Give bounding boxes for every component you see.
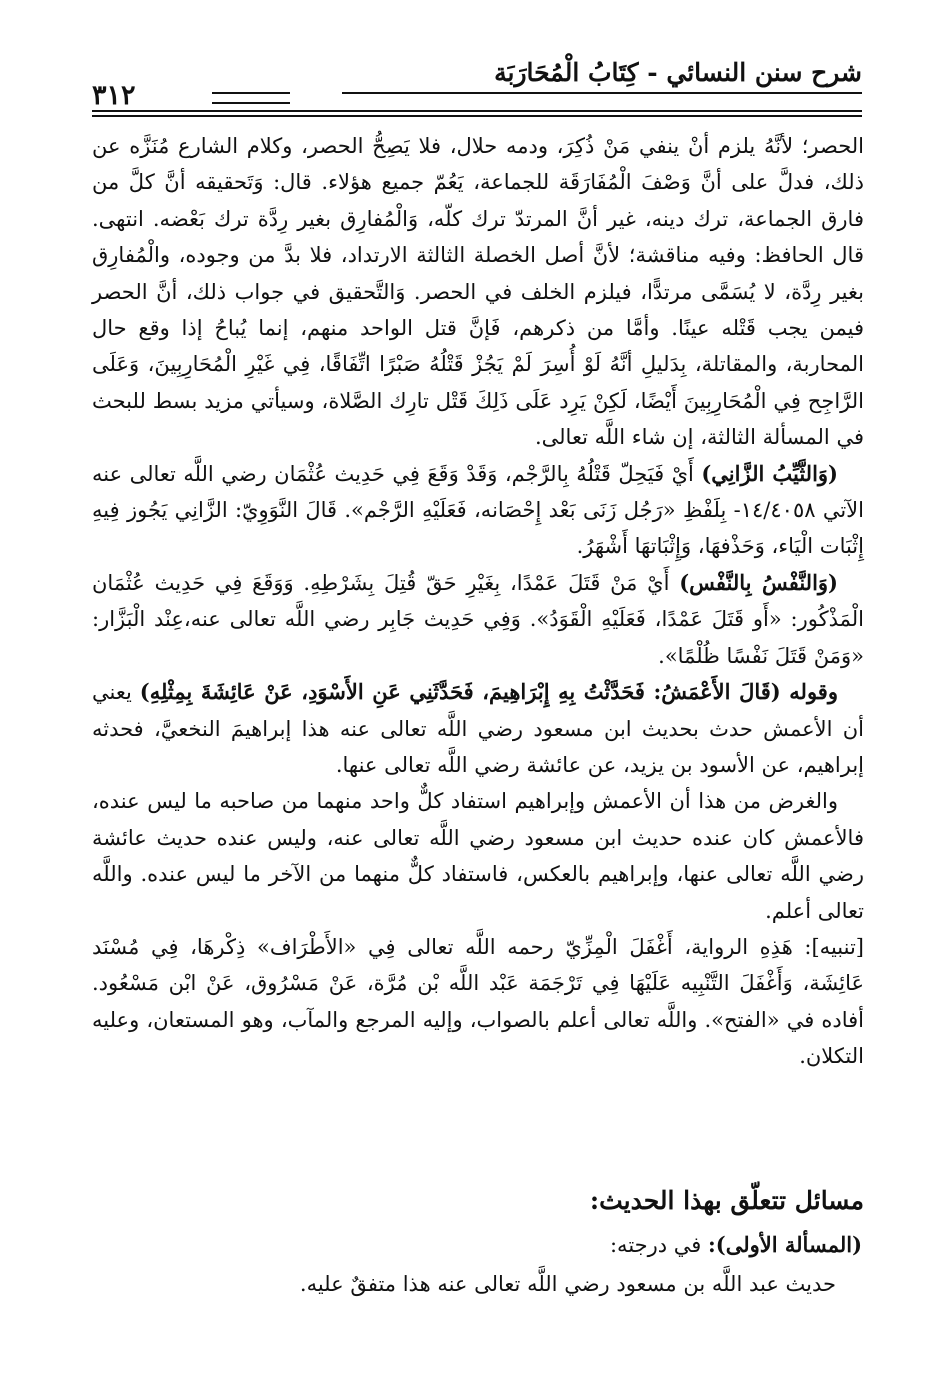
paragraph-2-lead: (وَالثَّيِّبُ الزَّانِي): [701, 460, 838, 486]
paragraph-2: [92, 456, 864, 565]
page-body: [92, 128, 864, 1075]
page-number-rule: [212, 92, 290, 104]
paragraph-1: [92, 128, 864, 456]
header-rule: [342, 92, 862, 94]
issue-text: في درجته:: [609, 1233, 702, 1257]
section-heading: مسائل تتعلّق بهذا الحديث:: [589, 1186, 864, 1215]
paragraph-4: [92, 674, 864, 783]
paragraph-2-text: أَيْ فَيَحِلّ قَتْلُهُ بِالرَّجْم، وَقَدْ وَقَعَ فِي حَدِيث عُثْمَان رضي اللَّه تعالى عنه الآتي ١٤/٤٠٥٨- بِلَفْظِ «رَجُل زَنَى بَعْد إِحْصَانه، فَعَلَيْهِ الرَّجْم». قَالَ النَّوَوِيّ: الزَّانِي يَجُوز فِيهِ إِثْبَات الْيَاء، وَحَذْفهَا، وَإِثْبَاتهَا أَشْهَرُ.: [92, 461, 864, 559]
paragraph-3-lead: (وَالنَّفْسُ بِالنَّفْس): [679, 569, 838, 595]
paragraph-5: [92, 783, 864, 929]
header-double-rule: [92, 110, 862, 117]
last-line: حديث عبد اللَّه بن مسعود رضي اللَّه تعالى عنه هذا متفقٌ عليه.: [299, 1272, 836, 1296]
issue-line: [610, 1232, 862, 1257]
paragraph-4-text: يعني أن الأعمش حدث بحديث ابن مسعود رضي اللَّه تعالى عنه هذا إبراهيمَ النخعيَّ، فحدثه إبراهيم، عن الأسود بن يزيد، عن عائشة رضي اللَّه تعالى عنها.: [92, 680, 864, 777]
running-title: شرح سنن النسائي - كِتَابُ الْمُحَارَبَة: [494, 58, 862, 87]
paragraph-5-text: والغرض من هذا أن الأعمش وإبراهيم استفاد كلٌّ واحد منهما من صاحبه ما ليس عنده، فالأعمش كان عنده حديث ابن مسعود رضي اللَّه تعالى عنه، وليس عنده حديث عائشة رضي اللَّه تعالى عنها، وإبراهيم بالعكس، فاستفاد كلٌّ منهما من الآخر ما ليس عنده. واللَّه تعالى أعلم.: [92, 789, 864, 923]
paragraph-3: [92, 565, 864, 674]
paragraph-6: [92, 929, 864, 1075]
paragraph-6-text: [تنبيه]: هَذِهِ الرواية، أَغْفَلَ الْمِزِّيّ رحمه اللَّه تعالى فِي «الأَطْرَاف» ذِكْرهَا، فِي مُسْنَد عَائِشَة، وَأَغْفَلَ التَّنْبِيه عَلَيْهَا فِي تَرْجَمَة عَبْد اللَّه بْن مُرَّة، عَنْ مَسْرُوق، عَنْ ابْن مَسْعُود. أفاده في «الفتح». واللَّه تعالى أعلم بالصواب، وإليه المرجع والمآب، وهو المستعان، وعليه التكلان.: [92, 934, 864, 1069]
paragraph-4-lead: وقوله (قَالَ الأَعْمَشُ: فَحَدَّثْتُ بِهِ إِبْرَاهِيمَ، فَحَدَّثَنِي عَنِ الأَسْوَدِ، عَنْ عَائِشَةَ بِمِثْلِهِ): [139, 679, 838, 705]
issue-label: (المسألة الأولى):: [708, 1232, 862, 1257]
paragraph-1-text: الحصر؛ لأنَّهُ يلزم أنْ ينفي مَنْ ذُكِرَ، ودمه حلال، فلا يَصِحُّ الحصر، وكلام الشارع مُنَزَّه عن ذلك، فدلَّ على أنَّ وَصْفَ الْمُفَارَقَة للجماعة، يَعُمّ جميع هؤلاء. قال: وَتَحقيقه أنَّ كلَّ من فارق الجماعة، ترك دينه، غير أنَّ المرتدّ ترك كلّه، وَالْمُفارِق بغير رِدَّة ترك بَعْضه. انتهى. قال الحافظ: وفيه مناقشة؛ لأنَّ أصل الخصلة الثالثة الارتداد، فلا بدَّ من وجوده، والْمُفارِق بغير رِدَّة، لا يُسَمَّى مرتدًّا، فيلزم الخلف في الحصر. وَالتَّحقيق في جواب ذلك، أنَّ الحصر فيمن يجب قَتْله عينًا. وأمَّا من ذكرهم، فَإنَّ قتل الواحد منهم، إنما يُباحُ إذا وقع حال المحاربة، والمقاتلة، بِدَليلِ أنَّهُ لَوْ أُسِرَ لَمْ يَجُزْ قَتْلُهُ صَبْرًا اتِّفَاقًا، فِي غَيْرِ الْمُحَارِبِينَ، وَعَلَى الرَّاجِح فِي الْمُحَارِبِينَ أَيْضًا، لَكِنْ يَرِد عَلَى ذَلِكَ قَتْل تارِك الصَّلاة، وسيأتي مزيد بسط للبحث في المسألة الثالثة، إن شاء اللَّه تعالى.: [92, 134, 864, 450]
paragraph-3-text: أَيْ مَنْ قَتَلَ عَمْدًا، بِغَيْرِ حَقّ قُتِلَ بِشَرْطِهِ. وَوَقَعَ فِي حَدِيث عُثْمَان الْمَذْكُور: «أَو قَتَلَ عَمْدًا، فَعَلَيْهِ الْقَوَدُ». وَفِي حَدِيث جَابِر رضي اللَّه تعالى عنه،عِنْد الْبَزَّار: «وَمَنْ قَتَلَ نَفْسًا ظُلْمًا».: [92, 570, 864, 668]
page-number: ٣١٢: [92, 80, 136, 111]
page-header: [92, 58, 862, 111]
